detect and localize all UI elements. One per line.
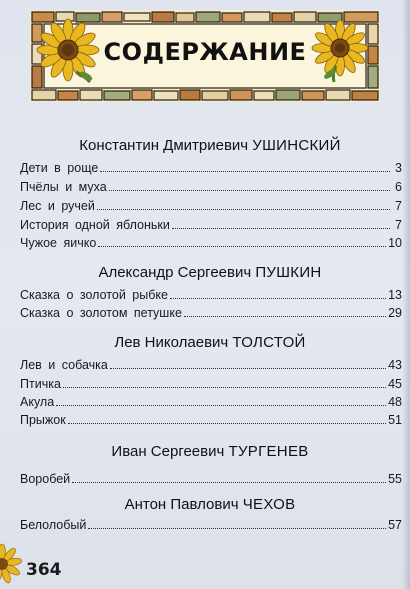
entry-page: 43	[388, 358, 402, 372]
toc-entry[interactable]	[20, 468, 402, 486]
entry-page: 7	[395, 218, 402, 232]
author-surname: УШИНСКИЙ	[252, 137, 341, 154]
dot-leader	[72, 482, 386, 483]
author-name: Константин Дмитриевич	[79, 137, 249, 154]
author-name: Антон Павлович	[124, 496, 239, 513]
section-author-pushkin	[20, 264, 400, 281]
entry-page: 7	[395, 199, 402, 213]
toc-entry[interactable]	[20, 354, 402, 372]
dot-leader	[109, 190, 390, 191]
entry-title: Воробей	[20, 472, 71, 486]
entry-title: Лев и собачка	[20, 358, 108, 372]
entry-title: Акула	[20, 395, 55, 409]
entry-page: 55	[388, 472, 402, 486]
author-surname: ПУШКИН	[255, 264, 322, 281]
author-name: Лев Николаевич	[114, 334, 229, 351]
entry-title: Лес и ручей	[20, 199, 95, 213]
dot-leader	[88, 528, 386, 529]
author-name: Александр Сергеевич	[98, 264, 252, 281]
page-edge-shadow	[402, 0, 410, 589]
page-number: 364	[26, 560, 62, 580]
toc-entry[interactable]	[20, 409, 402, 427]
entry-title: Белолобый	[20, 518, 87, 532]
entry-page: 45	[388, 377, 402, 391]
entry-page: 13	[388, 288, 402, 302]
entry-title: Пчёлы и муха	[20, 180, 107, 194]
toc-entry[interactable]	[20, 514, 402, 532]
page-title: СОДЕРЖАНИЕ	[103, 38, 307, 66]
entry-title: Сказка о золотой рыбке	[20, 288, 168, 302]
entry-title: Дети в роще	[20, 161, 99, 175]
dot-leader	[172, 228, 390, 229]
section-author-tolstoy	[20, 334, 400, 351]
entry-page: 3	[395, 161, 402, 175]
toc-entry[interactable]	[20, 284, 402, 302]
toc-entry[interactable]	[20, 214, 402, 232]
toc-entry[interactable]	[20, 391, 402, 409]
dot-leader	[68, 423, 386, 424]
toc-entry[interactable]	[20, 302, 402, 320]
section-author-turgenev	[20, 443, 400, 460]
toc-entry[interactable]	[20, 373, 402, 391]
dot-leader	[63, 387, 386, 388]
entry-page: 10	[388, 236, 402, 250]
entry-page: 29	[388, 306, 402, 320]
toc-entry[interactable]	[20, 195, 402, 213]
entry-page: 57	[388, 518, 402, 532]
entry-title: История одной яблоньки	[20, 218, 170, 232]
toc-entry[interactable]	[20, 232, 402, 250]
author-name: Иван Сергеевич	[111, 443, 225, 460]
dot-leader	[184, 316, 386, 317]
dot-leader	[170, 298, 386, 299]
entry-title: Прыжок	[20, 413, 66, 427]
dot-leader	[100, 171, 390, 172]
toc-entry[interactable]	[20, 157, 402, 175]
author-surname: ТУРГЕНЕВ	[228, 443, 309, 460]
entry-page: 6	[395, 180, 402, 194]
entry-title: Птичка	[20, 377, 61, 391]
author-surname: ТОЛСТОЙ	[232, 334, 306, 351]
entry-title: Чужое яичко	[20, 236, 97, 250]
dot-leader	[98, 246, 386, 247]
section-author-chekhov	[20, 496, 400, 513]
entry-page: 48	[388, 395, 402, 409]
dot-leader	[97, 209, 390, 210]
entry-page: 51	[388, 413, 402, 427]
section-author-ushinsky	[20, 137, 400, 154]
author-surname: ЧЕХОВ	[242, 496, 296, 513]
dot-leader	[110, 368, 386, 369]
toc-entry[interactable]	[20, 176, 402, 194]
entry-title: Сказка о золотом петушке	[20, 306, 182, 320]
dot-leader	[56, 405, 386, 406]
